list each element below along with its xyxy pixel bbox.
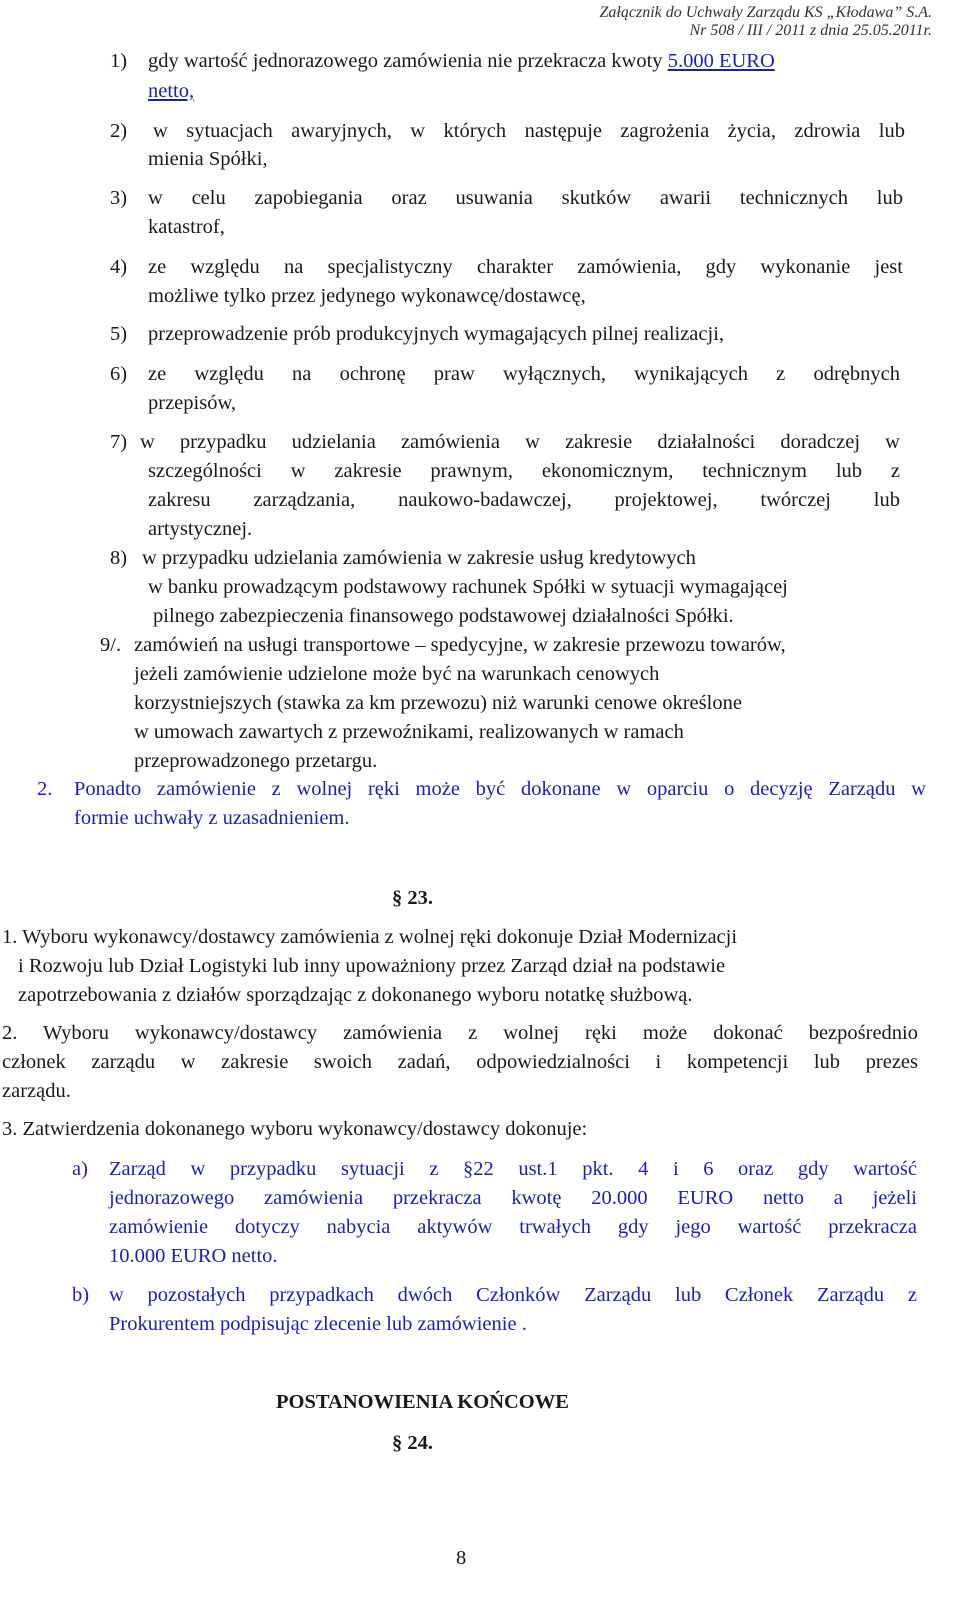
list-item-number: 2) [110, 120, 128, 142]
list-item-5-line-1: przeprowadzenie prób produkcyjnych wymagających pilnej realizacji, [148, 323, 725, 345]
list-item-8-line-3: pilnego zabezpieczenia finansowego podstawowej działalności Spółki. [153, 605, 734, 627]
s23-a-line-3: zamówienie dotyczy nabycia aktywów trwałych gdy jego wartość przekracza [109, 1216, 917, 1238]
header-line-1: Załącznik do Uchwały Zarządu KS „Kłodawa” S.A. [599, 4, 932, 21]
list-item-7-line-2: szczególności w zakresie prawnym, ekonomicznym, technicznym lub z [148, 460, 900, 482]
list-item-6-line-2: przepisów, [148, 392, 237, 414]
s23-p2-line-2: członek zarządu w zakresie swoich zadań, odpowiedzialności i kompetencji lub prezes [2, 1051, 918, 1073]
list-item-number: 6) [110, 363, 128, 385]
amount-link[interactable]: 5.000 EURO [667, 50, 775, 72]
paragraph-2-line-1: Ponadto zamówienie z wolnej ręki może być dokonane w oparciu o decyzję Zarządu w [74, 778, 926, 800]
list-item-1-line-1 [148, 49, 775, 73]
final-provisions-heading: POSTANOWIENIA KOŃCOWE [276, 1391, 569, 1413]
s23-p1-line-1: 1. Wyboru wykonawcy/dostawcy zamówienia z wolnej ręki dokonuje Dział Modernizacji [2, 926, 738, 948]
sublist-letter: b) [72, 1284, 90, 1306]
list-item-7-line-4: artystycznej. [148, 518, 253, 540]
attachment-header [600, 4, 932, 40]
list-item-3-line-2: katastrof, [148, 216, 225, 238]
list-item-7-line-1: w przypadku udzielania zamówienia w zakresie działalności doradczej w [140, 431, 900, 453]
list-item-9-line-1: zamówień na usługi transportowe – spedycyjne, w zakresie przewozu towarów, [134, 634, 786, 656]
list-item-6-line-1: ze względu na ochronę praw wyłącznych, wynikających z odrębnych [148, 363, 900, 385]
list-item-9-line-4: w umowach zawartych z przewoźnikami, realizowanych w ramach [134, 721, 684, 743]
s23-p2-line-1: 2. Wyboru wykonawcy/dostawcy zamówienia z wolnej ręki może dokonać bezpośrednio [2, 1022, 918, 1044]
s23-p1-line-3: zapotrzebowania z działów sporządzając z dokonanego wyboru notatkę służbową. [18, 984, 693, 1006]
s23-p2-line-3: zarządu. [2, 1080, 71, 1102]
s23-a-line-2: jednorazowego zamówienia przekracza kwotę 20.000 EURO netto a jeżeli [109, 1187, 917, 1209]
paragraph-number: 2. [37, 778, 53, 800]
s23-p1-line-2: i Rozwoju lub Dział Logistyki lub inny upoważniony przez Zarząd dział na podstawie [18, 955, 726, 977]
paragraph-2-line-2: formie uchwały z uzasadnieniem. [74, 807, 350, 829]
s23-b-line-1: w pozostałych przypadkach dwóch Członków Zarządu lub Członek Zarządu z [109, 1284, 917, 1306]
list-item-9-line-5: przeprowadzonego przetargu. [134, 750, 378, 772]
list-item-2-line-2: mienia Spółki, [148, 148, 268, 170]
list-item-text: gdy wartość jednorazowego zamówienia nie przekracza kwoty [148, 50, 668, 72]
list-item-2-line-1: w sytuacjach awaryjnych, w których następuje zagrożenia życia, zdrowia lub [153, 120, 905, 142]
s23-b-line-2: Prokurentem podpisując zlecenie lub zamówienie . [109, 1313, 527, 1335]
s23-p3-line-1: 3. Zatwierdzenia dokonanego wyboru wykonawcy/dostawcy dokonuje: [2, 1118, 588, 1140]
page-number: 8 [456, 1547, 467, 1569]
list-item-number: 7) [110, 431, 128, 453]
s23-a-line-1: Zarząd w przypadku sytuacji z §22 ust.1 pkt. 4 i 6 oraz gdy wartość [109, 1158, 917, 1180]
list-item-number: 4) [110, 256, 128, 278]
section-heading-23: § 23. [392, 887, 433, 909]
list-item-8-line-2: w banku prowadzącym podstawowy rachunek Spółki w sytuacji wymagającej [148, 576, 788, 598]
list-item-number: 8) [110, 547, 128, 569]
list-item-4-line-2: możliwe tylko przez jedynego wykonawcę/dostawcę, [148, 285, 586, 307]
list-item-number: 3) [110, 187, 128, 209]
list-item-number: 5) [110, 323, 128, 345]
list-item-4-line-1: ze względu na specjalistyczny charakter zamówienia, gdy wykonanie jest [148, 256, 903, 278]
section-heading-24: § 24. [392, 1432, 433, 1454]
list-item-number: 9/. [100, 634, 122, 656]
list-item-1-line-2[interactable]: netto, [148, 80, 195, 102]
header-line-2: Nr 508 / III / 2011 z dnia 25.05.2011r. [689, 22, 932, 39]
list-item-9-line-3: korzystniejszych (stawka za km przewozu) niż warunki cenowe określone [134, 692, 742, 714]
list-item-8-line-1: w przypadku udzielania zamówienia w zakresie usług kredytowych [142, 547, 696, 569]
list-item-7-line-3: zakresu zarządzania, naukowo-badawczej, projektowej, twórczej lub [148, 489, 900, 511]
list-item-number: 1) [110, 50, 128, 72]
list-item-9-line-2: jeżeli zamówienie udzielone może być na warunkach cenowych [134, 663, 660, 685]
sublist-letter: a) [72, 1158, 88, 1180]
list-item-3-line-1: w celu zapobiegania oraz usuwania skutków awarii technicznych lub [148, 187, 903, 209]
s23-a-line-4: 10.000 EURO netto. [109, 1245, 278, 1267]
